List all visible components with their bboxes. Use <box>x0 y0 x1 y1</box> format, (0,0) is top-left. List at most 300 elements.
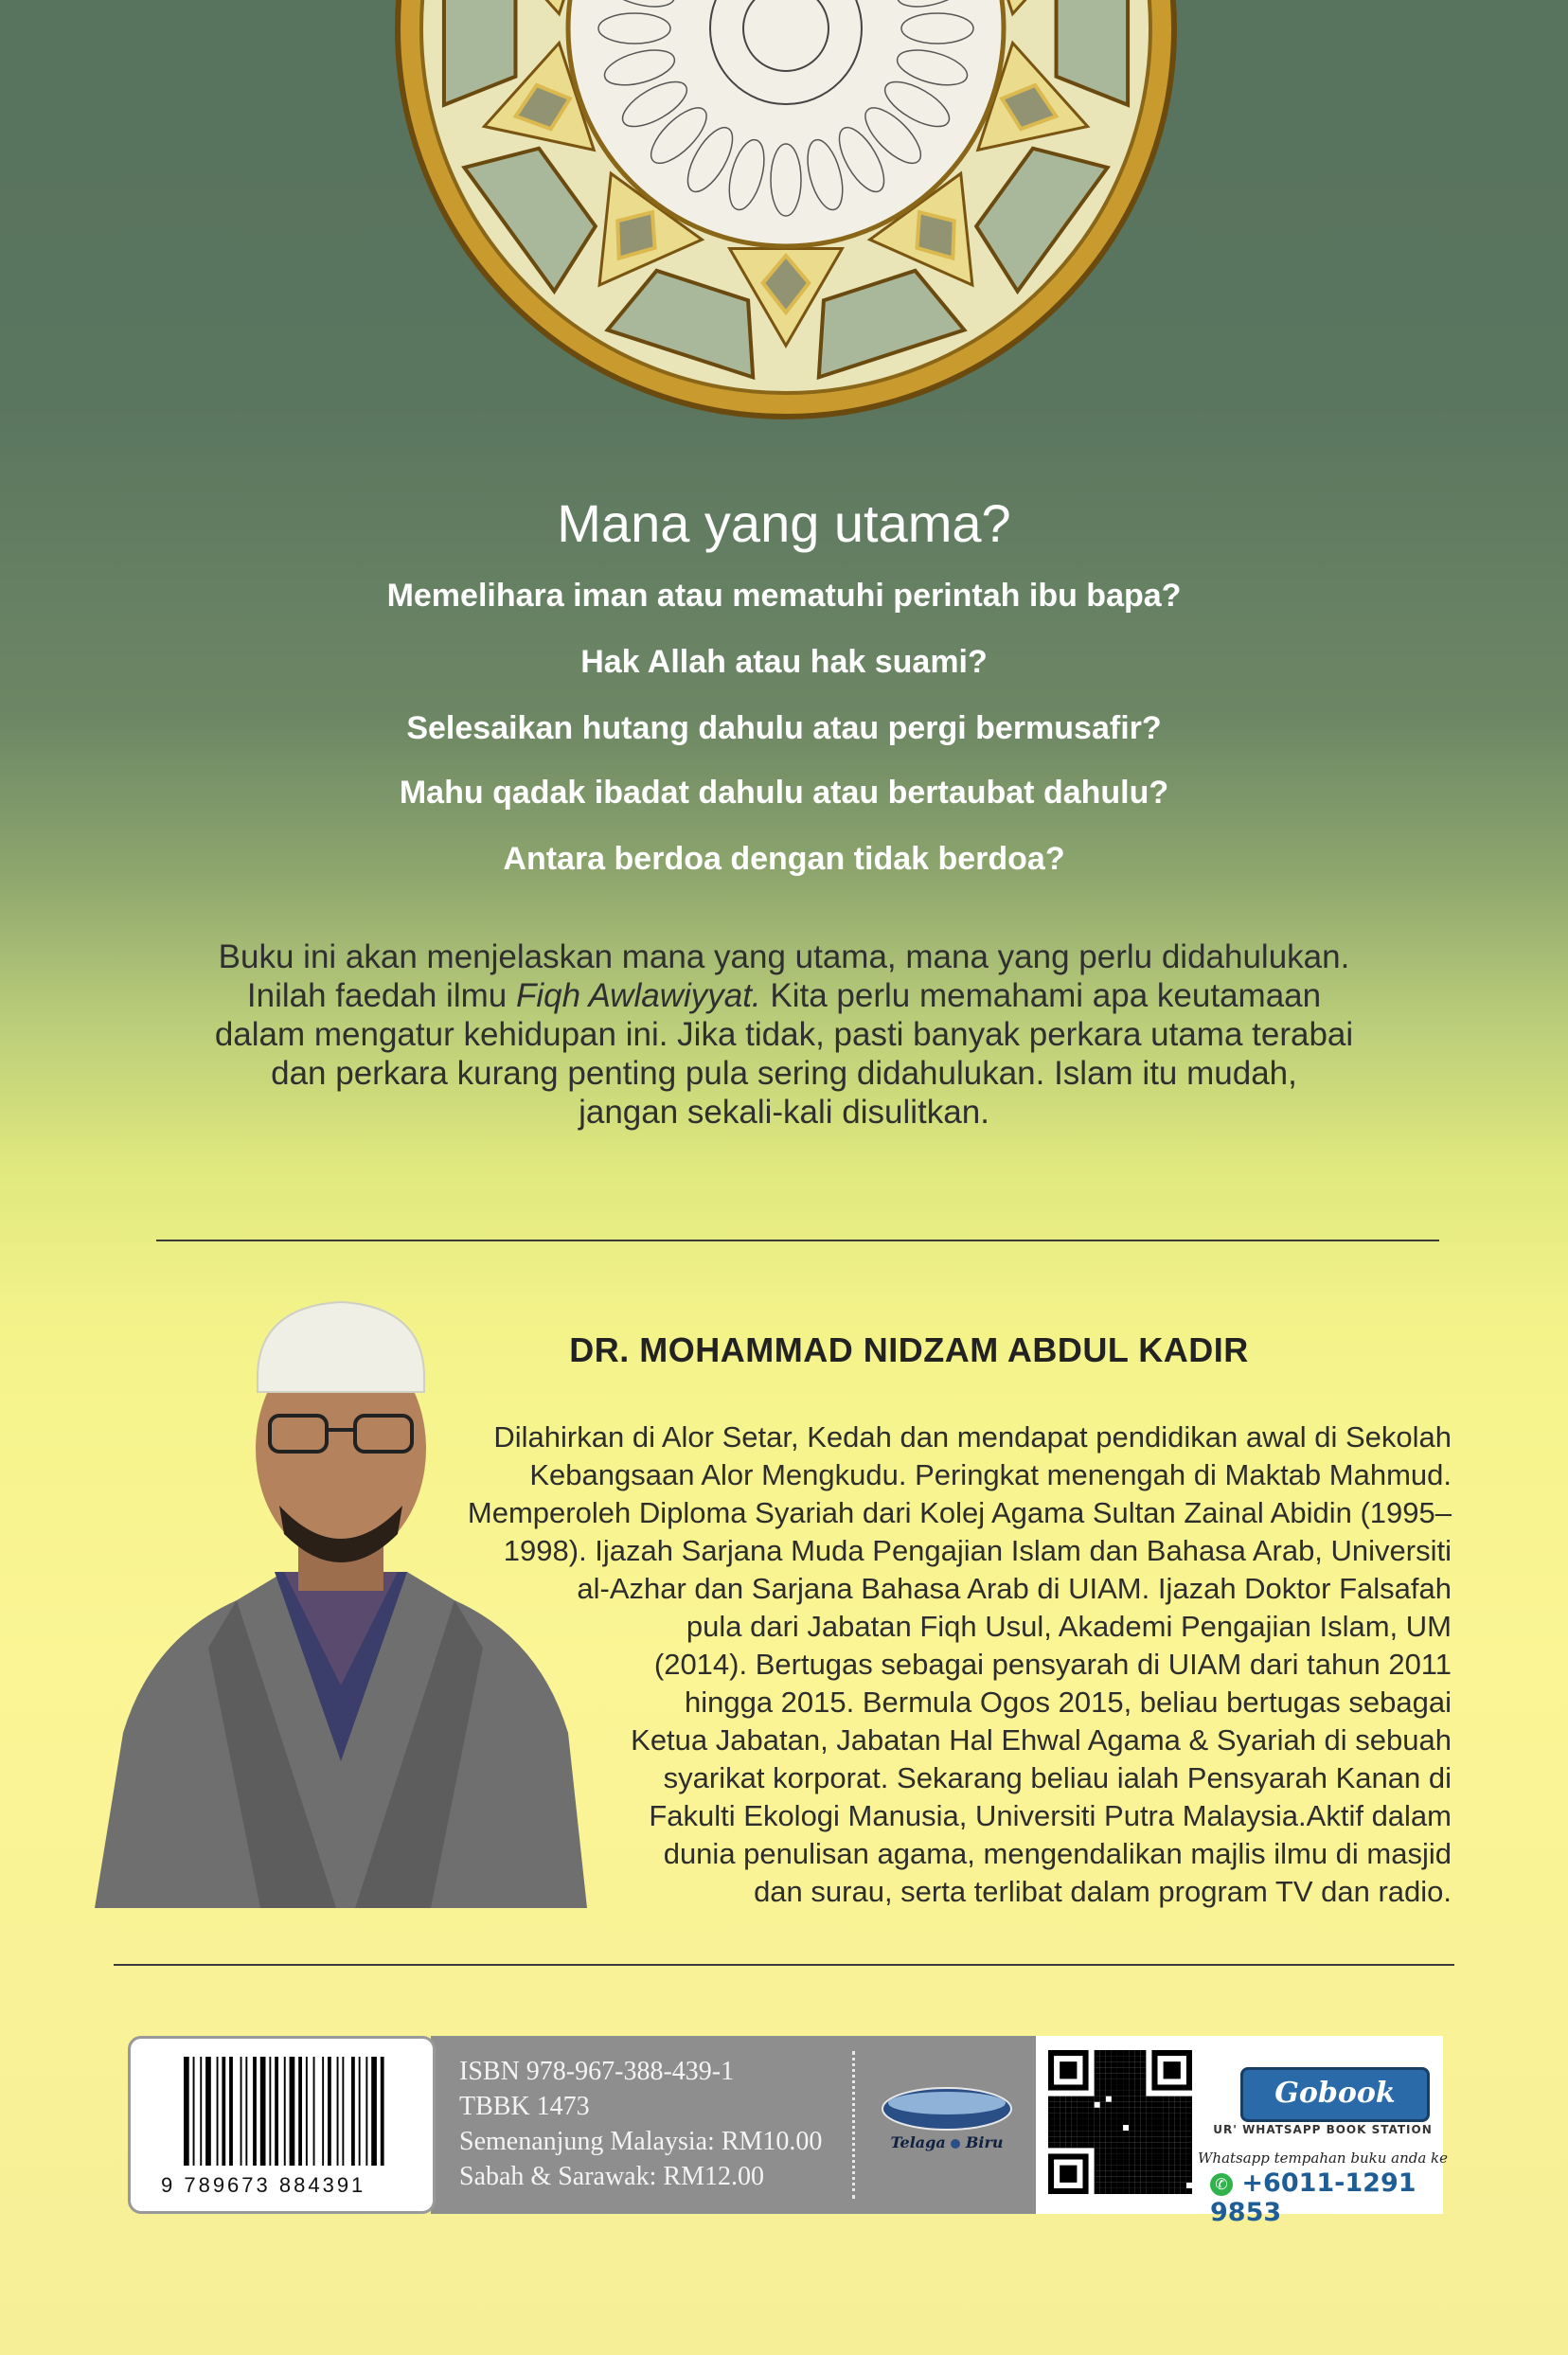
qr-module <box>1123 2131 1129 2136</box>
qr-module <box>1112 2091 1117 2096</box>
qr-module <box>1117 2078 1123 2084</box>
qr-module <box>1129 2136 1134 2142</box>
qr-module <box>1164 2119 1169 2125</box>
qr-module <box>1117 2166 1123 2171</box>
qr-module <box>1181 2108 1186 2114</box>
barcode-bar <box>217 2057 219 2166</box>
qr-module <box>1123 2166 1129 2171</box>
qr-module <box>1106 2119 1112 2125</box>
barcode-bar <box>205 2057 211 2166</box>
qr-module <box>1112 2153 1117 2159</box>
qr-module <box>1117 2153 1123 2159</box>
qr-module <box>1106 2166 1112 2171</box>
qr-code[interactable] <box>1048 2050 1192 2194</box>
qr-module <box>1158 2166 1164 2171</box>
qr-module <box>1140 2136 1146 2142</box>
qr-module <box>1140 2177 1146 2183</box>
qr-module <box>1140 2091 1146 2096</box>
barcode-bar <box>359 2057 361 2166</box>
qr-module <box>1106 2102 1112 2108</box>
qr-module <box>1100 2171 1106 2177</box>
qr-module <box>1112 2125 1117 2131</box>
qr-module <box>1071 2102 1077 2108</box>
qr-module <box>1175 2136 1181 2142</box>
qr-module <box>1134 2114 1140 2119</box>
qr-module <box>1112 2131 1117 2136</box>
qr-module <box>1169 2119 1175 2125</box>
qr-module <box>1048 2136 1054 2142</box>
barcode-bar <box>184 2057 189 2166</box>
qr-module <box>1065 2142 1071 2148</box>
qr-module <box>1123 2091 1129 2096</box>
qr-module <box>1054 2114 1060 2119</box>
whatsapp-icon: ✆ <box>1210 2173 1233 2196</box>
qr-module <box>1054 2119 1060 2125</box>
qr-module <box>1123 2188 1129 2194</box>
divider <box>156 1240 1439 1241</box>
qr-module <box>1129 2188 1134 2194</box>
qr-module <box>1186 2102 1192 2108</box>
qr-module <box>1129 2183 1134 2188</box>
qr-module <box>1048 2125 1054 2131</box>
qr-module <box>1151 2096 1157 2102</box>
qr-module <box>1146 2114 1151 2119</box>
barcode-bar <box>322 2057 324 2166</box>
qr-module <box>1158 2096 1164 2102</box>
qr-module <box>1175 2177 1181 2183</box>
description-line: dalam mengatur kehidupan ini. Jika tidak, pasti banyak perkara utama terabai <box>214 1016 1354 1053</box>
qr-module <box>1095 2148 1100 2153</box>
qr-module <box>1071 2131 1077 2136</box>
qr-module <box>1164 2160 1169 2166</box>
qr-module <box>1181 2114 1186 2119</box>
qr-module <box>1112 2061 1117 2067</box>
qr-module <box>1169 2096 1175 2102</box>
whatsapp-phone <box>1210 2168 1456 2227</box>
bio-line: (2014). Bertugas sebagai pensyarah di UIAM dari tahun 2011 <box>653 1648 1452 1681</box>
qr-module <box>1129 2125 1134 2131</box>
qr-module <box>1123 2177 1129 2183</box>
qr-module <box>1077 2119 1082 2125</box>
qr-module <box>1106 2188 1112 2194</box>
qr-module <box>1186 2142 1192 2148</box>
qr-module <box>1186 2160 1192 2166</box>
qr-module <box>1140 2056 1146 2061</box>
qr-module <box>1112 2166 1117 2171</box>
qr-module <box>1146 2119 1151 2125</box>
qr-module <box>1129 2067 1134 2073</box>
qr-module <box>1134 2131 1140 2136</box>
qr-module <box>1117 2108 1123 2114</box>
qr-module <box>1089 2136 1095 2142</box>
qr-module <box>1112 2142 1117 2148</box>
qr-module <box>1134 2148 1140 2153</box>
qr-module <box>1095 2091 1100 2096</box>
publisher-name-left: Telaga <box>890 2133 946 2151</box>
qr-module <box>1060 2136 1065 2142</box>
qr-module <box>1095 2119 1100 2125</box>
qr-module <box>1112 2073 1117 2078</box>
qr-module <box>1054 2142 1060 2148</box>
qr-module <box>1181 2148 1186 2153</box>
qr-module <box>1117 2142 1123 2148</box>
qr-module <box>1106 2084 1112 2090</box>
qr-module <box>1175 2183 1181 2188</box>
qr-module <box>1164 2108 1169 2114</box>
qr-module <box>1112 2119 1117 2125</box>
qr-module <box>1117 2131 1123 2136</box>
qr-module <box>1146 2148 1151 2153</box>
panel-separator <box>852 2051 855 2199</box>
qr-module <box>1095 2078 1100 2084</box>
phone-number: +6011-1291 9853 <box>1210 2168 1417 2227</box>
qr-module <box>1181 2136 1186 2142</box>
questions-title: Mana yang utama? <box>557 493 1011 553</box>
qr-module <box>1112 2183 1117 2188</box>
qr-module <box>1065 2096 1071 2102</box>
qr-module <box>1158 2142 1164 2148</box>
qr-module <box>1095 2136 1100 2142</box>
qr-module <box>1106 2131 1112 2136</box>
qr-module <box>1117 2119 1123 2125</box>
qr-module <box>1129 2160 1134 2166</box>
qr-module <box>1158 2171 1164 2177</box>
qr-module <box>1186 2136 1192 2142</box>
qr-module <box>1140 2061 1146 2067</box>
qr-module <box>1175 2160 1181 2166</box>
qr-module <box>1158 2183 1164 2188</box>
qr-module <box>1048 2108 1054 2114</box>
qr-module <box>1071 2125 1077 2131</box>
qr-module <box>1117 2084 1123 2090</box>
qr-module <box>1140 2078 1146 2084</box>
qr-module <box>1117 2114 1123 2119</box>
qr-module <box>1082 2108 1088 2114</box>
qr-module <box>1151 2153 1157 2159</box>
barcode-bar <box>313 2057 315 2166</box>
question-item: Selesaikan hutang dahulu atau pergi bermusafir? <box>406 710 1162 746</box>
qr-module <box>1065 2108 1071 2114</box>
qr-module <box>1077 2096 1082 2102</box>
qr-module <box>1089 2125 1095 2131</box>
qr-module <box>1175 2096 1181 2102</box>
qr-module <box>1100 2160 1106 2166</box>
qr-module <box>1129 2091 1134 2096</box>
qr-module <box>1140 2067 1146 2073</box>
qr-module <box>1181 2188 1186 2194</box>
qr-module <box>1151 2125 1157 2131</box>
qr-module <box>1100 2183 1106 2188</box>
qr-module <box>1146 2142 1151 2148</box>
qr-module <box>1169 2142 1175 2148</box>
qr-module <box>1123 2067 1129 2073</box>
qr-module <box>1134 2084 1140 2090</box>
qr-module <box>1065 2131 1071 2136</box>
barcode-bar <box>371 2057 377 2166</box>
qr-module <box>1100 2142 1106 2148</box>
qr-module <box>1077 2114 1082 2119</box>
qr-module <box>1146 2183 1151 2188</box>
qr-module <box>1140 2142 1146 2148</box>
qr-module <box>1123 2102 1129 2108</box>
qr-module <box>1106 2073 1112 2078</box>
qr-module <box>1106 2183 1112 2188</box>
qr-module <box>1181 2171 1186 2177</box>
qr-module <box>1129 2061 1134 2067</box>
qr-module <box>1100 2084 1106 2090</box>
question-item: Hak Allah atau hak suami? <box>580 644 988 680</box>
qr-module <box>1169 2148 1175 2153</box>
qr-module <box>1175 2142 1181 2148</box>
qr-module <box>1140 2188 1146 2194</box>
barcode-bar <box>306 2057 308 2166</box>
qr-module <box>1082 2131 1088 2136</box>
qr-module <box>1140 2183 1146 2188</box>
qr-module <box>1089 2108 1095 2114</box>
qr-module <box>1134 2102 1140 2108</box>
qr-module <box>1175 2131 1181 2136</box>
qr-module <box>1129 2119 1134 2125</box>
qr-module <box>1060 2142 1065 2148</box>
qr-module <box>1181 2183 1186 2188</box>
qr-module <box>1134 2177 1140 2183</box>
qr-module <box>1129 2153 1134 2159</box>
qr-module <box>1095 2061 1100 2067</box>
qr-module <box>1100 2153 1106 2159</box>
qr-module <box>1095 2125 1100 2131</box>
qr-module <box>1117 2102 1123 2108</box>
qr-module <box>1100 2096 1106 2102</box>
qr-module <box>1134 2125 1140 2131</box>
bio-line: 1998). Ijazah Sarjana Muda Pengajian Islam dan Bahasa Arab, Universiti <box>503 1534 1452 1567</box>
barcode-bar <box>351 2057 355 2166</box>
qr-module <box>1054 2131 1060 2136</box>
publisher-logo-mark <box>876 2078 1018 2135</box>
qr-module <box>1095 2114 1100 2119</box>
qr-module <box>1151 2102 1157 2108</box>
qr-module <box>1151 2119 1157 2125</box>
bio-line: Dilahirkan di Alor Setar, Kedah dan mendapat pendidikan awal di Sekolah <box>493 1420 1452 1454</box>
qr-module <box>1123 2171 1129 2177</box>
qr-module <box>1112 2177 1117 2183</box>
qr-module <box>1169 2131 1175 2136</box>
qr-module <box>1065 2125 1071 2131</box>
islamic-ornament-medallion <box>379 0 1193 455</box>
gobook-tagline: UR' WHATSAPP BOOK STATION <box>1213 2123 1433 2136</box>
qr-module <box>1158 2148 1164 2153</box>
qr-module <box>1106 2125 1112 2131</box>
qr-module <box>1129 2148 1134 2153</box>
barcode-bar <box>222 2057 225 2166</box>
qr-module <box>1146 2166 1151 2171</box>
qr-module <box>1164 2153 1169 2159</box>
qr-module <box>1175 2166 1181 2171</box>
qr-module <box>1089 2142 1095 2148</box>
qr-module <box>1169 2160 1175 2166</box>
qr-module <box>1129 2078 1134 2084</box>
qr-module <box>1146 2096 1151 2102</box>
qr-module <box>1186 2153 1192 2159</box>
qr-module <box>1089 2114 1095 2119</box>
qr-module <box>1082 2096 1088 2102</box>
qr-module <box>1134 2050 1140 2056</box>
qr-module <box>1123 2084 1129 2090</box>
qr-module <box>1134 2067 1140 2073</box>
qr-module <box>1106 2067 1112 2073</box>
bio-line: syarikat korporat. Sekarang beliau ialah Pensyarah Kanan di <box>663 1761 1452 1794</box>
qr-module <box>1129 2084 1134 2090</box>
qr-module <box>1140 2073 1146 2078</box>
qr-module <box>1164 2166 1169 2171</box>
qr-module <box>1112 2078 1117 2084</box>
qr-module <box>1071 2136 1077 2142</box>
publisher-dot <box>951 2139 960 2149</box>
qr-module <box>1140 2108 1146 2114</box>
bio-line: Ketua Jabatan, Jabatan Hal Ehwal Agama & Syariah di sebuah <box>631 1723 1452 1757</box>
qr-module <box>1151 2136 1157 2142</box>
qr-module <box>1158 2153 1164 2159</box>
qr-module <box>1186 2177 1192 2183</box>
qr-module <box>1100 2136 1106 2142</box>
qr-module <box>1186 2171 1192 2177</box>
qr-module <box>1175 2119 1181 2125</box>
qr-module <box>1089 2102 1095 2108</box>
qr-module <box>1169 2183 1175 2188</box>
qr-module <box>1117 2171 1123 2177</box>
qr-module <box>1169 2136 1175 2142</box>
bio-line: al-Azhar dan Sarjana Bahasa Arab di UIAM. Ijazah Doktor Falsafah <box>577 1572 1452 1605</box>
qr-module <box>1060 2125 1065 2131</box>
qr-module <box>1117 2177 1123 2183</box>
barcode-bar <box>298 2057 302 2166</box>
tbbk: TBBK 1473 <box>459 2092 590 2121</box>
qr-module <box>1095 2056 1100 2061</box>
qr-module <box>1164 2148 1169 2153</box>
qr-module <box>1129 2171 1134 2177</box>
qr-module <box>1129 2166 1134 2171</box>
barcode-bar <box>381 2057 384 2166</box>
qr-module <box>1106 2160 1112 2166</box>
qr-module <box>1140 2114 1146 2119</box>
barcode-bar <box>365 2057 367 2166</box>
qr-module <box>1146 2102 1151 2108</box>
qr-module <box>1054 2125 1060 2131</box>
qr-module <box>1134 2108 1140 2114</box>
qr-module <box>1181 2131 1186 2136</box>
qr-module <box>1151 2171 1157 2177</box>
qr-module <box>1112 2136 1117 2142</box>
qr-module <box>1106 2142 1112 2148</box>
qr-module <box>1089 2131 1095 2136</box>
qr-module <box>1100 2078 1106 2084</box>
qr-module <box>1100 2067 1106 2073</box>
publisher-logo <box>876 2078 1018 2173</box>
qr-module <box>1134 2160 1140 2166</box>
qr-module <box>1117 2160 1123 2166</box>
qr-module <box>1181 2166 1186 2171</box>
qr-module <box>1106 2177 1112 2183</box>
qr-module <box>1164 2096 1169 2102</box>
qr-module <box>1100 2114 1106 2119</box>
qr-module <box>1134 2188 1140 2194</box>
qr-module <box>1095 2131 1100 2136</box>
qr-module <box>1146 2171 1151 2177</box>
qr-module <box>1169 2188 1175 2194</box>
qr-module <box>1100 2050 1106 2056</box>
qr-module <box>1186 2166 1192 2171</box>
qr-module <box>1095 2073 1100 2078</box>
qr-module <box>1106 2061 1112 2067</box>
qr-module <box>1169 2153 1175 2159</box>
barcode-bar <box>229 2057 233 2166</box>
qr-module <box>1089 2119 1095 2125</box>
qr-module <box>1129 2177 1134 2183</box>
barcode-bar <box>260 2057 266 2166</box>
barcode-bar <box>290 2057 295 2166</box>
qr-module <box>1151 2131 1157 2136</box>
qr-module <box>1146 2153 1151 2159</box>
qr-module <box>1175 2148 1181 2153</box>
qr-module <box>1129 2108 1134 2114</box>
qr-module <box>1164 2131 1169 2136</box>
qr-module <box>1158 2108 1164 2114</box>
qr-module <box>1054 2136 1060 2142</box>
qr-module <box>1082 2114 1088 2119</box>
qr-module <box>1186 2131 1192 2136</box>
qr-module <box>1095 2188 1100 2194</box>
qr-module <box>1158 2114 1164 2119</box>
bio-line: dunia penulisan agama, mengendalikan majlis ilmu di masjid <box>663 1837 1452 1870</box>
qr-module <box>1100 2119 1106 2125</box>
qr-module <box>1164 2171 1169 2177</box>
qr-module <box>1186 2096 1192 2102</box>
qr-module <box>1123 2119 1129 2125</box>
qr-module <box>1112 2160 1117 2166</box>
qr-module <box>1164 2125 1169 2131</box>
qr-module <box>1169 2171 1175 2177</box>
qr-module <box>1112 2096 1117 2102</box>
qr-module <box>1077 2125 1082 2131</box>
qr-module <box>1123 2073 1129 2078</box>
qr-module <box>1095 2067 1100 2073</box>
qr-module <box>1106 2171 1112 2177</box>
qr-module <box>1140 2166 1146 2171</box>
qr-module <box>1112 2108 1117 2114</box>
qr-module <box>1106 2091 1112 2096</box>
qr-module <box>1186 2108 1192 2114</box>
qr-module <box>1140 2131 1146 2136</box>
qr-module <box>1164 2177 1169 2183</box>
qr-module <box>1123 2061 1129 2067</box>
qr-module <box>1186 2125 1192 2131</box>
qr-module <box>1117 2183 1123 2188</box>
qr-module <box>1100 2056 1106 2061</box>
qr-module <box>1151 2160 1157 2166</box>
qr-module <box>1117 2148 1123 2153</box>
barcode-bar <box>200 2057 202 2166</box>
qr-module <box>1129 2102 1134 2108</box>
qr-module <box>1117 2061 1123 2067</box>
qr-module <box>1134 2078 1140 2084</box>
qr-module <box>1117 2125 1123 2131</box>
qr-module <box>1134 2153 1140 2159</box>
qr-module <box>1169 2177 1175 2183</box>
qr-module <box>1082 2125 1088 2131</box>
qr-module <box>1181 2096 1186 2102</box>
qr-module <box>1077 2136 1082 2142</box>
qr-module <box>1082 2136 1088 2142</box>
italic-term: Fiqh Awlawiyyat. <box>515 977 761 1014</box>
